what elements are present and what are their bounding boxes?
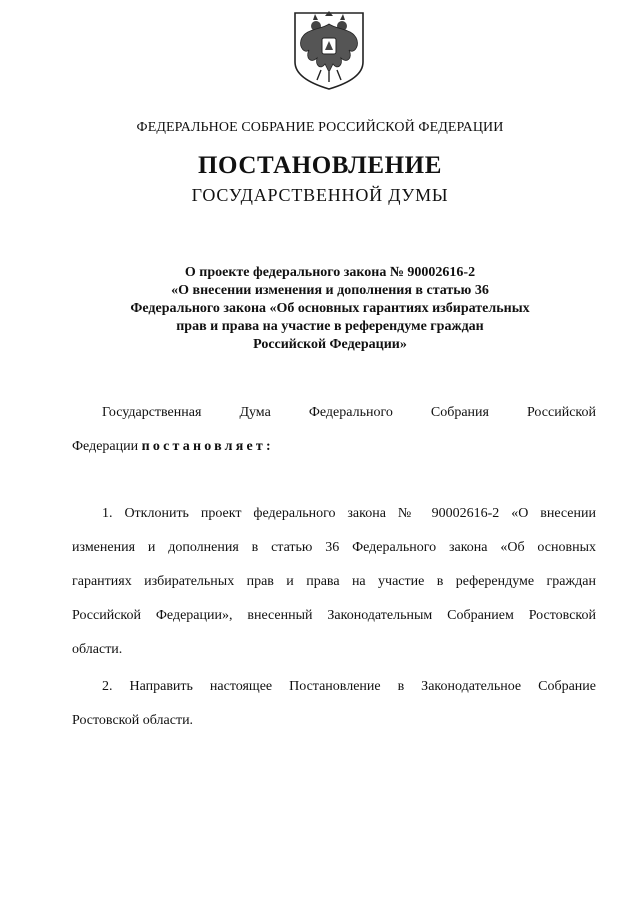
heading-line: Российской Федерации» [253, 337, 407, 352]
preamble-paragraph [72, 396, 596, 464]
item-1-paragraph [72, 497, 596, 667]
item-2-line: 2. Направить настоящее Постановление в Законодательное Собрание [102, 679, 596, 694]
item-1-line: гарантиях избирательных прав и права на участие в референдуме граждан [72, 574, 596, 589]
organization-name: ФЕДЕРАЛЬНОЕ СОБРАНИЕ РОССИЙСКОЙ ФЕДЕРАЦИИ [136, 120, 504, 135]
document-subtitle: ГОСУДАРСТВЕННОЙ ДУМЫ [191, 185, 449, 205]
document-title: ПОСТАНОВЛЕНИЕ [197, 152, 443, 179]
preamble-line: Государственная Дума Федерального Собрания Российской [102, 405, 596, 420]
heading-line: прав и права на участие в референдуме граждан [176, 319, 484, 334]
heading-line: О проекте федерального закона № 90002616-2 [184, 265, 476, 280]
heading-line: Федерального закона «Об основных гарантиях избирательных [130, 301, 530, 316]
item-1-line: области. [72, 642, 123, 657]
item-1-line: изменения и дополнения в статью 36 Федерального закона «Об основных [72, 540, 596, 555]
preamble-prefix: Федерации [72, 439, 139, 454]
item-2-line: Ростовской области. [72, 713, 194, 728]
item-2-paragraph [72, 670, 596, 738]
item-1-line: Российской Федерации», внесенный Законодательным Собранием Ростовской [72, 608, 596, 623]
decree-word: постановляет: [141, 439, 274, 454]
resolution-heading [110, 264, 550, 354]
coat-of-arms-emblem [291, 10, 367, 92]
preamble-line [72, 430, 596, 464]
item-1-line: 1. Отклонить проект федерального закона № 90002616-2 «О внесении [102, 506, 596, 521]
heading-line: «О внесении изменения и дополнения в статью 36 [171, 283, 489, 298]
